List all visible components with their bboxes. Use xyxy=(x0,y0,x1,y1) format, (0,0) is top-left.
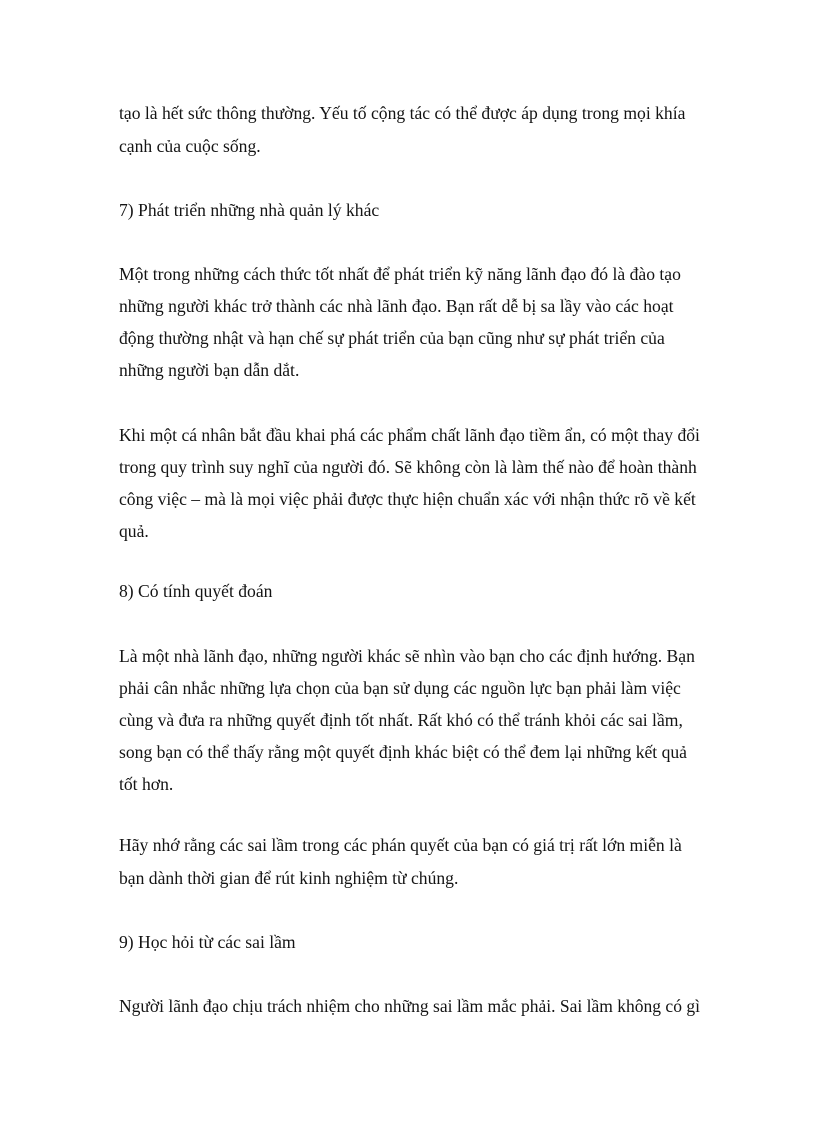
text-line: bạn dành thời gian để rút kinh nghiệm từ chúng. xyxy=(119,868,459,888)
heading-text: 8) Có tính quyết đoán xyxy=(119,581,273,601)
heading-text: 9) Học hỏi từ các sai lầm xyxy=(119,932,296,952)
heading-text: 7) Phát triển những nhà quản lý khác xyxy=(119,200,380,220)
text-line: công việc – mà là mọi việc phải được thực hiện chuẩn xác với nhận thức rõ về kết xyxy=(119,489,696,509)
text-line: quả. xyxy=(119,521,149,541)
text-line: phải cân nhắc những lựa chọn của bạn sử dụng các nguồn lực bạn phải làm việc xyxy=(119,678,681,698)
text-line: động thường nhật và hạn chế sự phát triển của bạn cũng như sự phát triển của xyxy=(119,328,665,348)
text-line: song bạn có thể thấy rằng một quyết định khác biệt có thể đem lại những kết quả xyxy=(119,742,687,762)
text-line: Là một nhà lãnh đạo, những người khác sẽ nhìn vào bạn cho các định hướng. Bạn xyxy=(119,646,695,666)
text-line: cùng và đưa ra những quyết định tốt nhất. Rất khó có thể tránh khỏi các sai lầm, xyxy=(119,710,683,730)
text-line: cạnh của cuộc sống. xyxy=(119,136,261,156)
text-line: trong quy trình suy nghĩ của người đó. Sẽ không còn là làm thế nào để hoàn thành xyxy=(119,457,697,477)
text-line: Một trong những cách thức tốt nhất để phát triển kỹ năng lãnh đạo đó là đào tạo xyxy=(119,264,681,284)
text-line: Khi một cá nhân bắt đầu khai phá các phẩm chất lãnh đạo tiềm ẩn, có một thay đổi xyxy=(119,425,700,445)
text-line: Người lãnh đạo chịu trách nhiệm cho những sai lầm mắc phải. Sai lầm không có gì xyxy=(119,996,700,1016)
text-line: Hãy nhớ rằng các sai lầm trong các phán quyết của bạn có giá trị rất lớn miễn là xyxy=(119,835,682,855)
text-line: tốt hơn. xyxy=(119,774,174,794)
text-line: tạo là hết sức thông thường. Yếu tố cộng tác có thể được áp dụng trong mọi khía xyxy=(119,103,686,123)
text-line: những người bạn dẫn dắt. xyxy=(119,360,300,380)
text-line: những người khác trở thành các nhà lãnh đạo. Bạn rất dễ bị sa lầy vào các hoạt xyxy=(119,296,674,316)
